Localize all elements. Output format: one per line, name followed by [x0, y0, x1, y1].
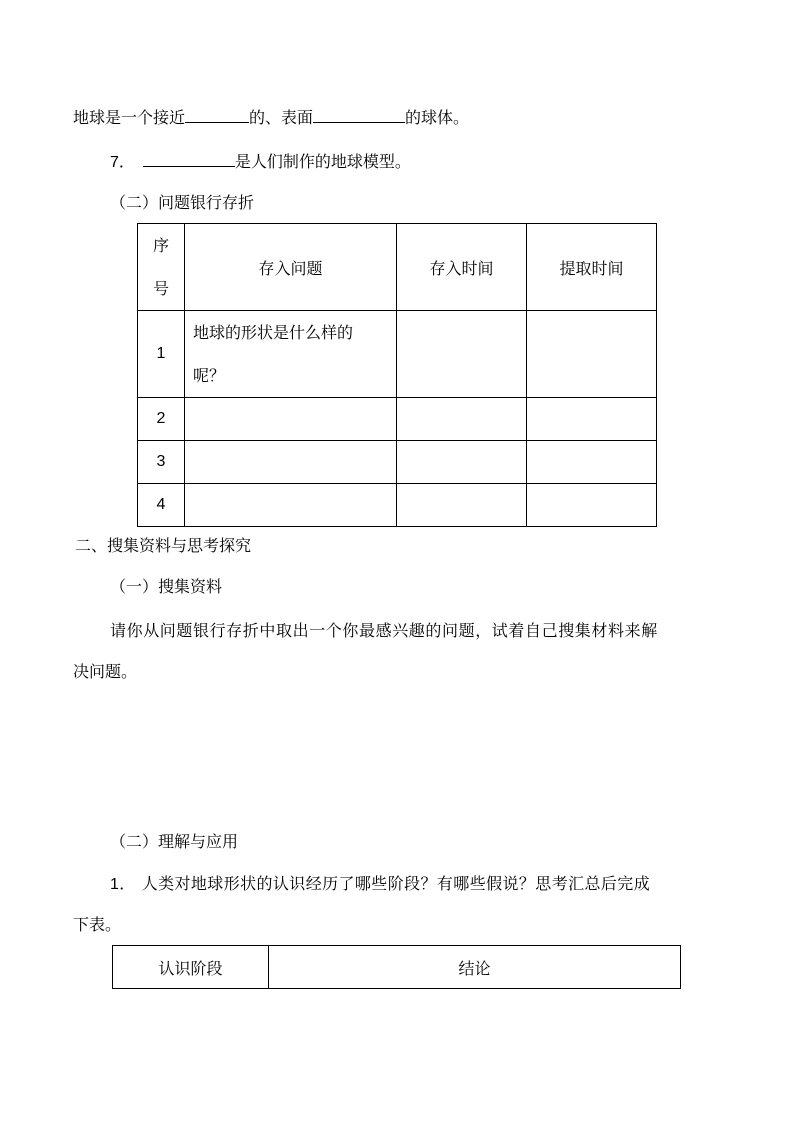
header-seq-bottom: 号 — [152, 279, 169, 298]
question-7-text — [110, 152, 411, 173]
row-withdraw-time-cell[interactable] — [527, 311, 657, 398]
stage-conclusion-table — [112, 945, 681, 989]
question-6-text — [73, 108, 469, 128]
row-deposit-time-cell[interactable] — [397, 441, 527, 484]
row-question-cell[interactable] — [185, 311, 397, 398]
header-conclusion: 结论 — [269, 946, 681, 989]
question-bank-table — [137, 223, 657, 527]
row-deposit-time-cell[interactable] — [397, 398, 527, 441]
header-withdraw-time: 提取时间 — [527, 224, 657, 311]
section-2-title: 二、搜集资料与思考探究 — [75, 536, 252, 555]
row-withdraw-time-cell[interactable] — [527, 441, 657, 484]
row-question-line1: 地球的形状是什么样的 — [193, 323, 354, 342]
row-question-line2: 呢？ — [193, 366, 226, 385]
collect-instruction-line2: 决问题。 — [73, 662, 138, 681]
bank-header-row — [138, 224, 657, 311]
q7-number: 7． — [110, 154, 135, 171]
sub-1-title: （一）搜集资料 — [110, 577, 223, 596]
row-seq: 2 — [138, 398, 185, 441]
row-deposit-time-cell[interactable] — [397, 311, 527, 398]
table-row — [138, 441, 657, 484]
q1-line1-text: 人类对地球形状的认识经历了哪些阶段？有哪些假说？思考汇总后完成 — [141, 874, 651, 893]
row-question-cell[interactable] — [185, 441, 397, 484]
q1-number: 1． — [110, 876, 136, 893]
q6-blank-1[interactable] — [185, 108, 249, 123]
question-1-line1 — [110, 874, 650, 895]
q6-part2: 的、表面 — [249, 108, 314, 127]
collect-instruction-line1: 请你从问题银行存折中取出一个你最感兴趣的问题，试着自己搜集材料来解 — [110, 621, 658, 640]
header-seq — [138, 224, 185, 311]
q7-text: 是人们制作的地球模型。 — [234, 152, 411, 171]
table-row — [138, 484, 657, 527]
section-bank-title: （二）问题银行存折 — [110, 193, 255, 212]
row-question-cell[interactable] — [185, 484, 397, 527]
row-question-cell[interactable] — [185, 398, 397, 441]
header-deposit-time: 存入时间 — [397, 224, 527, 311]
sub-2-title: （二）理解与应用 — [110, 832, 239, 851]
q7-blank[interactable] — [143, 152, 235, 167]
question-1-line2: 下表。 — [73, 915, 122, 934]
q6-part1: 地球是一个接近 — [73, 108, 186, 127]
table-row — [138, 311, 657, 398]
row-seq: 4 — [138, 484, 185, 527]
row-seq: 1 — [138, 311, 185, 398]
row-deposit-time-cell[interactable] — [397, 484, 527, 527]
header-stage: 认识阶段 — [113, 946, 269, 989]
header-deposit-question: 存入问题 — [185, 224, 397, 311]
header-seq-top: 序 — [152, 236, 169, 255]
row-withdraw-time-cell[interactable] — [527, 398, 657, 441]
q6-part3: 的球体。 — [405, 108, 470, 127]
table-row — [138, 398, 657, 441]
row-seq: 3 — [138, 441, 185, 484]
stage-header-row — [113, 946, 681, 989]
q6-blank-2[interactable] — [313, 108, 405, 123]
row-withdraw-time-cell[interactable] — [527, 484, 657, 527]
